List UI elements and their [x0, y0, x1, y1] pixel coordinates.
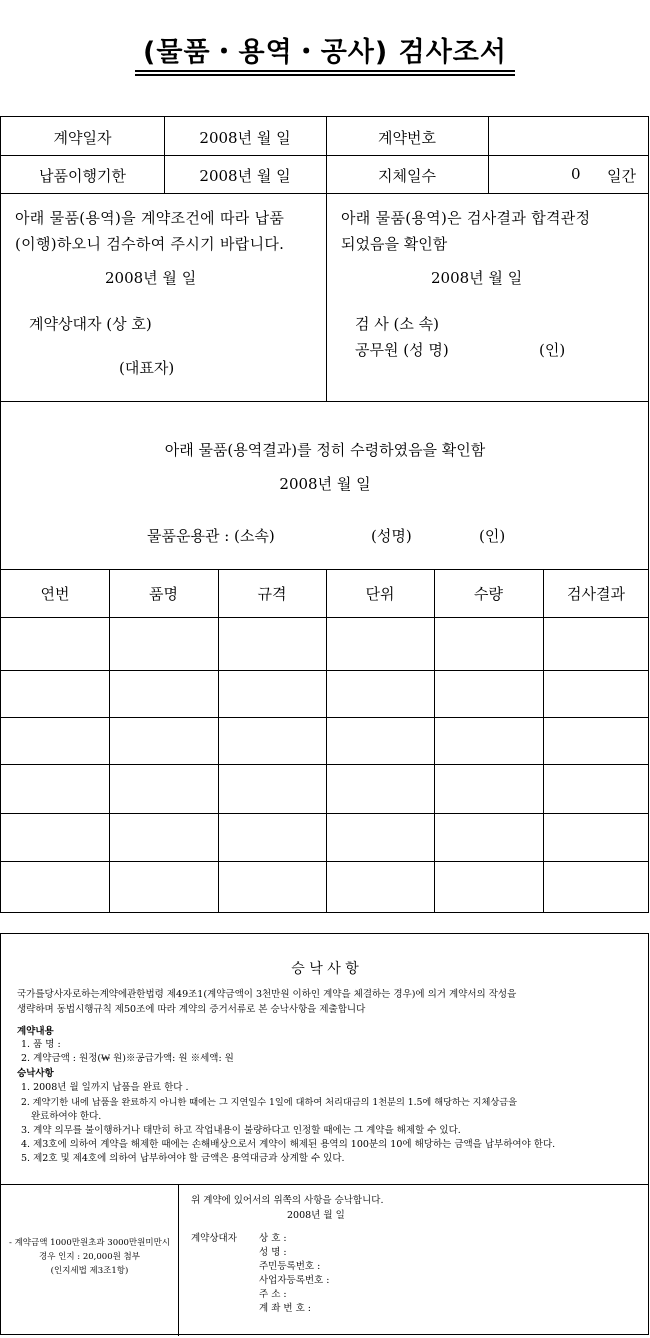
- divider: [1, 569, 649, 570]
- receipt-line: 아래 물품(용역결과)를 정히 수령하였음을 확인함: [164, 441, 486, 459]
- consent-title: 승 낙 사 항: [291, 961, 359, 977]
- divider: [1, 617, 649, 618]
- consent-terms-label: 승낙사항: [17, 1068, 54, 1079]
- representative-label: (대표자): [119, 359, 175, 377]
- delay-days-value: 0: [571, 165, 581, 183]
- contractor-label: 계약상대자 (상 호): [29, 315, 152, 333]
- stamp-note-line1: - 계약금액 1000만원초과 3000만원미만시: [9, 1238, 170, 1248]
- agreement-contractor-label: 계약상대자: [191, 1233, 237, 1244]
- contract-amount: 2. 계약금액 : 원정(₩ 원)※공급가액: 원 ※세액: 원: [21, 1053, 234, 1064]
- divider: [488, 117, 489, 193]
- officer-seal: (인): [479, 527, 506, 545]
- divider: [1, 813, 649, 814]
- contract-contents-label: 계약내용: [17, 1026, 54, 1037]
- term-5: 5. 제2호 및 제4호에 의하여 납부하여야 할 금액은 용역대금과 상계할 수 있다.: [21, 1153, 345, 1164]
- field-address: 주 소 :: [259, 1289, 287, 1300]
- agreement-line: 위 계약에 있어서의 위쪽의 사항을 승낙합니다.: [191, 1195, 384, 1206]
- term-1: 1. 2008년 월 일까지 납품을 완료 한다 .: [21, 1082, 189, 1093]
- divider: [218, 569, 219, 913]
- title-double-rule: [135, 70, 515, 76]
- property-officer-label: 물품운용관 : (소속): [147, 527, 275, 545]
- official-label: 공무원 (성 명): [355, 341, 449, 359]
- divider: [1, 764, 649, 765]
- contract-item-name: 1. 품 명 :: [21, 1039, 61, 1050]
- left-request-line1: 아래 물품(용역)을 계약조건에 따라 납품: [15, 209, 285, 227]
- divider: [1, 1184, 649, 1185]
- divider: [1, 193, 649, 194]
- contract-date-label: 계약일자: [53, 129, 112, 147]
- delay-days-label: 지체일수: [378, 167, 436, 185]
- term-2-cont: 완료하여야 한다.: [31, 1111, 102, 1122]
- col-header-item: 품명: [149, 585, 178, 603]
- divider: [326, 117, 327, 401]
- col-header-no: 연번: [40, 585, 70, 603]
- stamp-note-line2: 경우 인지 : 20,000원 첨부: [39, 1252, 140, 1262]
- left-request-line2: (이행)하오니 검수하여 주시기 바랍니다.: [15, 235, 285, 253]
- receipt-date: 2008년 월 일: [279, 475, 371, 493]
- delivery-deadline-label: 납품이행기한: [39, 167, 126, 185]
- term-2: 2. 계약기한 내에 납품을 완료하지 아니한 때에는 그 지연일수 1일에 대하여 처리대금의 1천분의 1.5에 해당하는 지체상금을: [21, 1097, 518, 1108]
- inspection-form: [0, 116, 649, 913]
- consent-intro-line1: 국가를당사자로하는계약에관한법령 제49조1(계약금액이 3천만원 이하인 계약을 체결하는 경우)에 의거 계약서의 작성을: [17, 989, 517, 1000]
- inspector-seal: (인): [539, 341, 566, 359]
- term-4: 4. 제3호에 의하여 계약을 해제한 때에는 손해배상으로서 계약이 해제된 용역의 100분의 10에 해당하는 금액을 납부하여야 한다.: [21, 1139, 556, 1150]
- divider: [1, 670, 649, 671]
- stamp-note-line3: (인지세법 제3조1항): [50, 1266, 129, 1276]
- col-header-unit: 단위: [365, 585, 395, 603]
- right-result-line1: 아래 물품(용역)은 검사결과 합격관정: [341, 209, 591, 227]
- delay-days-unit: 일간: [607, 167, 636, 185]
- left-date: 2008년 월 일: [105, 269, 197, 287]
- divider: [1, 861, 649, 862]
- contract-date-value: 2008년 월 일: [199, 129, 291, 147]
- agreement-date: 2008년 월 일: [287, 1210, 345, 1221]
- consent-intro-line2: 생략하며 동법시행규칙 제50조에 따라 계약의 증거서류로 본 승낙사항을 제출합니다: [17, 1004, 366, 1015]
- field-account-no: 계 좌 번 호 :: [259, 1303, 311, 1314]
- divider: [178, 1184, 179, 1336]
- col-header-result: 검사결과: [567, 585, 625, 603]
- field-resident-no: 주민등록번호 :: [259, 1261, 321, 1272]
- field-business-no: 사업자등록번호 :: [259, 1275, 330, 1286]
- col-header-spec: 규격: [257, 585, 287, 603]
- right-result-line2: 되었음을 확인함: [341, 235, 448, 253]
- divider: [109, 569, 110, 913]
- divider: [1, 155, 649, 156]
- divider: [1, 401, 649, 402]
- contract-no-label: 계약번호: [378, 129, 436, 147]
- consent-form: [0, 933, 649, 1335]
- inspector-label: 검 사 (소 속): [355, 315, 439, 333]
- delivery-deadline-value: 2008년 월 일: [199, 167, 291, 185]
- field-name: 성 명 :: [259, 1247, 287, 1258]
- officer-name-label: (성명): [371, 527, 412, 545]
- right-date: 2008년 월 일: [431, 269, 523, 287]
- term-3: 3. 계약 의무를 불이행하거나 태만히 하고 작업내용이 불량하다고 인정할 때에는 그 계약을 해제할 수 있다.: [21, 1125, 461, 1136]
- divider: [543, 569, 544, 913]
- divider: [1, 717, 649, 718]
- divider: [326, 569, 327, 913]
- divider: [434, 569, 435, 913]
- field-company: 상 호 :: [259, 1233, 287, 1244]
- page-title: (물품・용역・공사) 검사조서: [143, 37, 507, 68]
- col-header-qty: 수량: [474, 585, 503, 603]
